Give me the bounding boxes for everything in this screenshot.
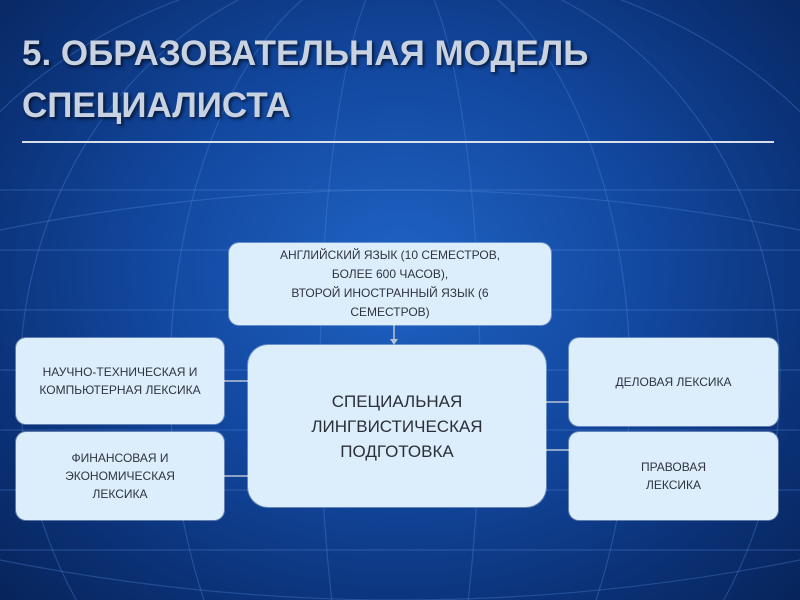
- box-legal-vocabulary: [569, 432, 778, 520]
- box-financial-economic-vocabulary: [16, 432, 224, 520]
- box-languages: [229, 243, 551, 325]
- box-legal-vocabulary-text: ПРАВОВАЯ ЛЕКСИКА: [640, 460, 707, 492]
- box-financial-economic-vocabulary-text: ФИНАНСОВАЯ И ЭКОНОМИЧЕСКАЯ ЛЕКСИКА: [65, 451, 175, 501]
- slide-title-text: 5. ОБРАЗОВАТЕЛЬНАЯ МОДЕЛЬ СПЕЦИАЛИСТА: [22, 34, 589, 125]
- box-scientific-technical-vocabulary: [16, 338, 224, 424]
- box-scientific-technical-vocabulary-text: НАУЧНО-ТЕХНИЧЕСКАЯ И КОМПЬЮТЕРНАЯ ЛЕКСИКА: [39, 365, 201, 397]
- box-special-linguistic-training-text: СПЕЦИАЛЬНАЯ ЛИНГВИСТИЧЕСКАЯ ПОДГОТОВКА: [311, 391, 483, 461]
- box-business-vocabulary-text: ДЕЛОВАЯ ЛЕКСИКА: [615, 375, 732, 389]
- box-languages-text: АНГЛИЙСКИЙ ЯЗЫК (10 СЕМЕСТРОВ, БОЛЕЕ 600 ЧАСОВ), ВТОРОЙ ИНОСТРАННЫЙ ЯЗЫК (6 СЕМЕСТРОВ): [279, 248, 501, 319]
- box-business-vocabulary: [569, 338, 778, 426]
- box-special-linguistic-training: [248, 345, 546, 507]
